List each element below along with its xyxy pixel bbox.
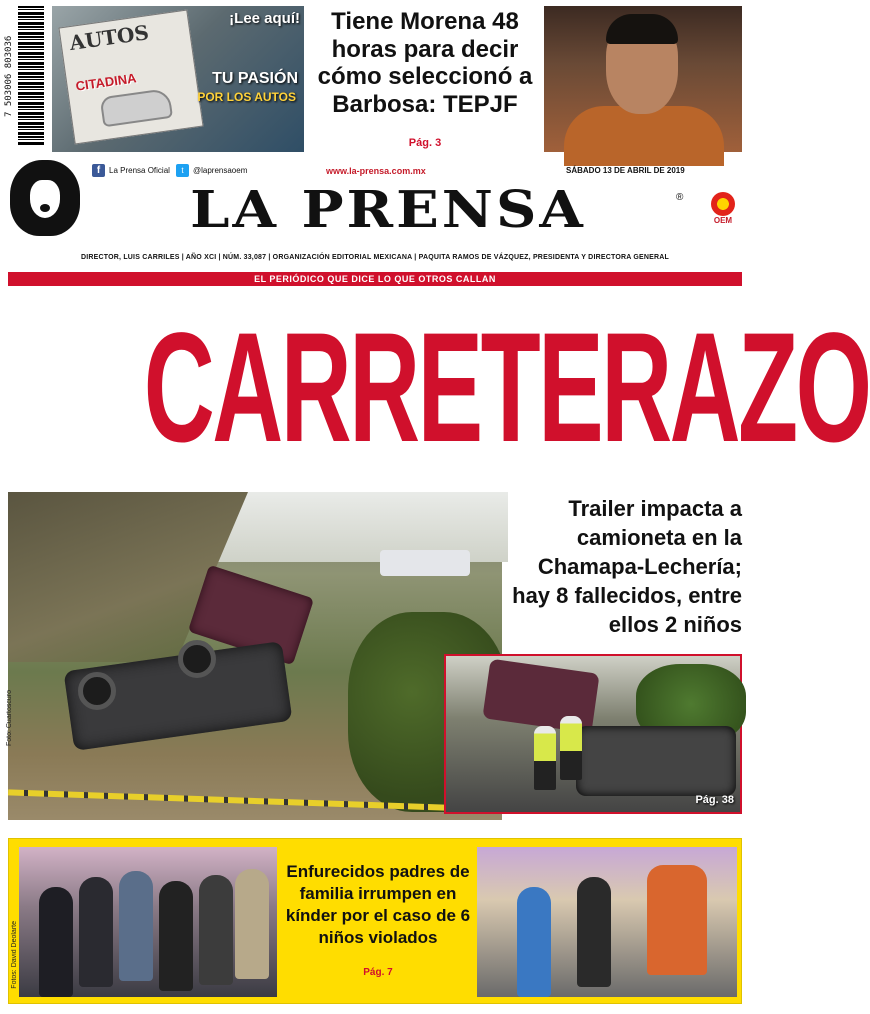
inset-rescuer (560, 716, 582, 780)
newspaper-logo[interactable]: LA PRENSA (190, 180, 586, 240)
photo-shirt (564, 106, 724, 166)
facebook-handle: La Prensa Oficial (109, 166, 170, 175)
photo-person (39, 887, 73, 997)
oem-icon (711, 192, 735, 216)
photo-wheel (78, 672, 116, 710)
main-photo[interactable] (8, 492, 502, 820)
photo-person (517, 887, 551, 997)
photo-person (199, 875, 233, 985)
twitter-link[interactable] (176, 164, 247, 177)
bottom-photo-left[interactable] (19, 847, 277, 997)
twitter-icon: t (176, 164, 189, 177)
photo-person (577, 877, 611, 987)
inset-page: Pág. 38 (695, 794, 734, 806)
top-story-page: Pág. 3 (408, 137, 442, 149)
photo-van (380, 550, 470, 576)
barcode (4, 6, 44, 146)
main-headline[interactable]: CARRETERAZO (143, 301, 870, 475)
twitter-handle: @laprensaoem (193, 166, 248, 175)
lion-logo-icon (10, 160, 80, 236)
promo-tagline-sub: POR LOS AUTOS (197, 90, 296, 104)
inset-photo[interactable] (444, 654, 742, 814)
barcode-number: 7 503006 803036 (4, 35, 14, 117)
inset-rescuer (534, 726, 556, 790)
bottom-story-page: Pág. 7 (363, 967, 393, 978)
slogan-bar: EL PERIÓDICO QUE DICE LO QUE OTROS CALLAN (8, 272, 742, 286)
issue-date: SÁBADO 13 DE ABRIL DE 2019 (566, 166, 685, 175)
promo-tagline: TU PASIÓN (212, 70, 298, 87)
top-story-photo (544, 6, 742, 152)
photo-person (79, 877, 113, 987)
bottom-story-box (8, 838, 742, 1004)
top-story-headline[interactable]: Tiene Morena 48 horas para decir cómo seleccionó a Barbosa: TEPJF (317, 8, 533, 118)
photo-hair (606, 14, 678, 44)
promo-autos[interactable] (52, 6, 304, 152)
barcode-bars (18, 6, 44, 146)
staff-line: DIRECTOR, LUIS CARRILES | AÑO XCI | NÚM. 33,087 | ORGANIZACIÓN EDITORIAL MEXICANA | PAQUITA RAMOS DE VÁZQUEZ, PRESIDENTA Y DIRECTORA GENERAL (81, 254, 669, 261)
bottom-photo-credit: Fotos: David Deolarte (11, 921, 18, 989)
magazine-cover (58, 10, 203, 145)
photo-person (647, 865, 707, 975)
lion-nose (40, 204, 50, 212)
car-image (100, 88, 173, 127)
inset-wreck (576, 726, 736, 796)
oem-label: OEM (713, 216, 733, 225)
facebook-icon: f (92, 164, 105, 177)
photo-person (119, 871, 153, 981)
website-link[interactable]: www.la-prensa.com.mx (326, 166, 426, 176)
inset-trailer (482, 659, 599, 734)
oem-logo (706, 192, 740, 236)
registered-mark: ® (676, 192, 684, 203)
photo-person (235, 869, 269, 979)
magazine-title: AUTOS (68, 20, 151, 56)
photo-person (159, 881, 193, 991)
main-photo-credit: Foto: Cuartoscuro (6, 690, 13, 747)
lion-face (30, 180, 60, 218)
promo-cta[interactable]: ¡Lee aquí! (229, 10, 300, 27)
bottom-story-headline[interactable]: Enfurecidos padres de familia irrumpen en kínder por el caso de 6 niños violados (285, 862, 471, 948)
facebook-link[interactable] (92, 164, 170, 177)
magazine-subtitle: CITADINA (74, 70, 138, 94)
bottom-photo-right[interactable] (477, 847, 737, 997)
photo-wheel (178, 640, 216, 678)
main-subheadline[interactable]: Trailer impacta a camioneta en la Chamapa-Lechería; hay 8 fallecidos, entre ellos 2 niños (512, 496, 742, 638)
